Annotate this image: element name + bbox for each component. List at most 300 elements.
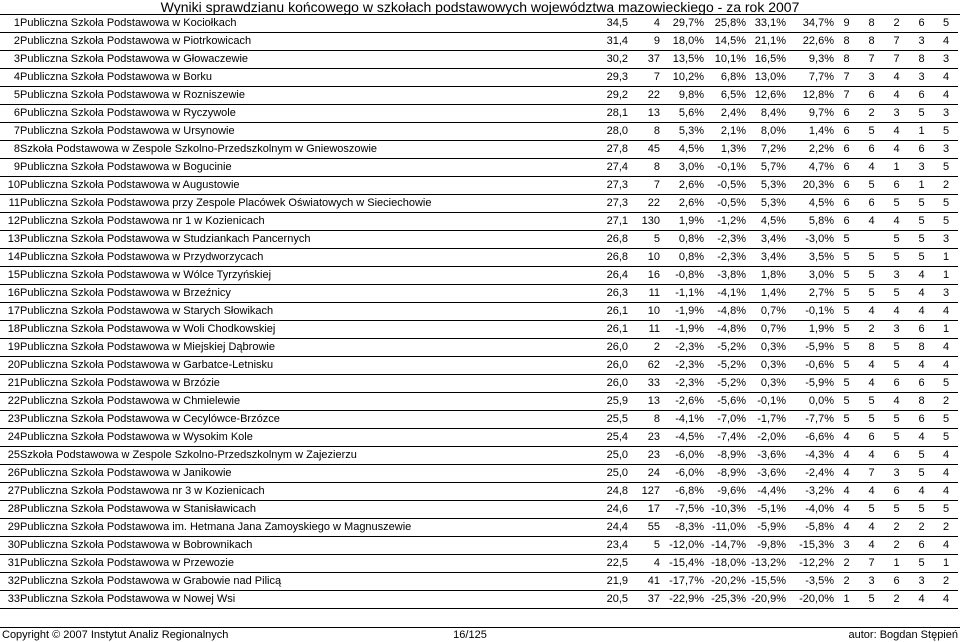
school-name-cell: Publiczna Szkoła Podstawowa w Miejskiej Dąbrowie [20, 339, 594, 357]
diff-value-cell: -2,3% [660, 357, 704, 375]
rank-number-cell: 33 [0, 591, 20, 609]
prev-diff-cell: 34,7% [786, 15, 834, 33]
stanine-reasoning-cell: 3 [909, 69, 934, 87]
diff-value-cell: -15,4% [660, 555, 704, 573]
stanine-knowledge-cell: 5 [934, 213, 958, 231]
school-name-cell: Publiczna Szkoła Podstawowa w Garbatce-Letnisku [20, 357, 594, 375]
table-row [0, 357, 958, 375]
rank-number-cell: 15 [0, 267, 20, 285]
table-row [0, 231, 958, 249]
stanine-reading-cell: 7 [859, 465, 884, 483]
table-row [0, 339, 958, 357]
stanine-reading-cell: 4 [859, 447, 884, 465]
table-row [0, 33, 958, 51]
diff-value-cell: -2,3% [660, 339, 704, 357]
rank-number-cell: 6 [0, 105, 20, 123]
diff-high-cell: 8,0% [746, 123, 786, 141]
stanine-reading-cell: 7 [859, 555, 884, 573]
prev-diff-cell: 0,0% [786, 393, 834, 411]
prev-diff-cell: 9,7% [786, 105, 834, 123]
diff-low-cell: -8,9% [704, 465, 746, 483]
prev-diff-cell: 1,4% [786, 123, 834, 141]
stanine-knowledge-cell: 5 [934, 501, 958, 519]
stanine-writing-cell: 2 [884, 15, 909, 33]
stanine-reasoning-cell: 8 [909, 51, 934, 69]
stanine-cell: 7 [834, 69, 859, 87]
rank-number-cell: 16 [0, 285, 20, 303]
table-row [0, 501, 958, 519]
diff-value-cell: -8,3% [660, 519, 704, 537]
school-name-cell: Publiczna Szkoła Podstawowa w Nowej Wsi [20, 591, 594, 609]
stanine-knowledge-cell: 5 [934, 429, 958, 447]
student-count-cell: 10 [628, 303, 660, 321]
table-row [0, 465, 958, 483]
diff-high-cell: -3,6% [746, 447, 786, 465]
average-score-cell: 29,3 [594, 69, 628, 87]
stanine-reading-cell: 5 [859, 177, 884, 195]
diff-high-cell: 1,4% [746, 285, 786, 303]
stanine-reading-cell: 6 [859, 429, 884, 447]
stanine-reasoning-cell: 5 [909, 249, 934, 267]
stanine-knowledge-cell: 2 [934, 519, 958, 537]
diff-value-cell: 10,2% [660, 69, 704, 87]
stanine-writing-cell: 6 [884, 483, 909, 501]
stanine-cell: 5 [834, 303, 859, 321]
diff-low-cell: -20,2% [704, 573, 746, 591]
diff-low-cell: -14,7% [704, 537, 746, 555]
stanine-knowledge-cell: 5 [934, 15, 958, 33]
student-count-cell: 9 [628, 33, 660, 51]
diff-high-cell: -3,6% [746, 465, 786, 483]
rank-number-cell: 24 [0, 429, 20, 447]
school-name-cell: Publiczna Szkoła Podstawowa w Brzózie [20, 375, 594, 393]
rank-number-cell: 29 [0, 519, 20, 537]
table-row [0, 411, 958, 429]
stanine-writing-cell: 4 [884, 303, 909, 321]
stanine-reasoning-cell: 3 [909, 159, 934, 177]
prev-diff-cell: -5,9% [786, 375, 834, 393]
rank-number-cell: 18 [0, 321, 20, 339]
rank-number-cell: 5 [0, 87, 20, 105]
average-score-cell: 22,5 [594, 555, 628, 573]
stanine-knowledge-cell: 5 [934, 375, 958, 393]
average-score-cell: 26,0 [594, 339, 628, 357]
diff-high-cell: -0,1% [746, 393, 786, 411]
prev-diff-cell: -3,0% [786, 231, 834, 249]
school-name-cell: Publiczna Szkoła Podstawowa w Borku [20, 69, 594, 87]
prev-diff-cell: -3,5% [786, 573, 834, 591]
rank-number-cell: 23 [0, 411, 20, 429]
diff-high-cell: 1,8% [746, 267, 786, 285]
stanine-reasoning-cell: 1 [909, 177, 934, 195]
rank-number-cell: 22 [0, 393, 20, 411]
diff-low-cell: -7,4% [704, 429, 746, 447]
prev-diff-cell: 9,3% [786, 51, 834, 69]
student-count-cell: 22 [628, 195, 660, 213]
stanine-knowledge-cell: 4 [934, 339, 958, 357]
stanine-reasoning-cell: 6 [909, 411, 934, 429]
student-count-cell: 23 [628, 447, 660, 465]
stanine-writing-cell: 7 [884, 33, 909, 51]
school-name-cell: Publiczna Szkoła Podstawowa w Brzeźnicy [20, 285, 594, 303]
prev-diff-cell: -7,7% [786, 411, 834, 429]
diff-high-cell: 8,4% [746, 105, 786, 123]
school-name-cell: Publiczna Szkoła Podstawowa w Studziankach Pancernych [20, 231, 594, 249]
student-count-cell: 8 [628, 123, 660, 141]
diff-high-cell: -4,4% [746, 483, 786, 501]
prev-diff-cell: 1,9% [786, 321, 834, 339]
rank-number-cell: 25 [0, 447, 20, 465]
diff-low-cell: 2,1% [704, 123, 746, 141]
diff-value-cell: 13,5% [660, 51, 704, 69]
rank-number-cell: 14 [0, 249, 20, 267]
table-row [0, 267, 958, 285]
diff-value-cell: 29,7% [660, 15, 704, 33]
stanine-writing-cell: 6 [884, 375, 909, 393]
student-count-cell: 5 [628, 537, 660, 555]
stanine-reading-cell: 4 [859, 537, 884, 555]
stanine-writing-cell: 4 [884, 141, 909, 159]
average-score-cell: 29,2 [594, 87, 628, 105]
table-row [0, 303, 958, 321]
average-score-cell: 27,8 [594, 141, 628, 159]
stanine-reasoning-cell: 4 [909, 591, 934, 609]
average-score-cell: 25,0 [594, 447, 628, 465]
prev-diff-cell: -15,3% [786, 537, 834, 555]
school-name-cell: Szkoła Podstawowa w Zespole Szkolno-Przedszkolnym w Zajezierzu [20, 447, 594, 465]
prev-diff-cell: -4,0% [786, 501, 834, 519]
stanine-reading-cell: 5 [859, 411, 884, 429]
stanine-reasoning-cell: 6 [909, 375, 934, 393]
diff-value-cell: -22,9% [660, 591, 704, 609]
average-score-cell: 23,4 [594, 537, 628, 555]
stanine-writing-cell: 4 [884, 69, 909, 87]
school-name-cell: Publiczna Szkoła Podstawowa w Ursynowie [20, 123, 594, 141]
rank-number-cell: 26 [0, 465, 20, 483]
school-name-cell: Publiczna Szkoła Podstawowa w Chmielewie [20, 393, 594, 411]
stanine-cell: 6 [834, 123, 859, 141]
stanine-reading-cell: 4 [859, 213, 884, 231]
average-score-cell: 24,6 [594, 501, 628, 519]
stanine-knowledge-cell: 1 [934, 267, 958, 285]
school-name-cell: Publiczna Szkoła Podstawowa w Janikowie [20, 465, 594, 483]
stanine-cell: 8 [834, 51, 859, 69]
stanine-knowledge-cell: 4 [934, 483, 958, 501]
school-name-cell: Publiczna Szkoła Podstawowa w Grabowie nad Pilicą [20, 573, 594, 591]
average-score-cell: 25,0 [594, 465, 628, 483]
diff-high-cell: 7,2% [746, 141, 786, 159]
table-row [0, 159, 958, 177]
average-score-cell: 24,4 [594, 519, 628, 537]
prev-diff-cell: -3,2% [786, 483, 834, 501]
diff-high-cell: 3,4% [746, 249, 786, 267]
stanine-reasoning-cell: 6 [909, 321, 934, 339]
diff-low-cell: 2,4% [704, 105, 746, 123]
diff-value-cell: -2,6% [660, 393, 704, 411]
stanine-cell: 5 [834, 285, 859, 303]
student-count-cell: 127 [628, 483, 660, 501]
average-score-cell: 21,9 [594, 573, 628, 591]
stanine-cell: 3 [834, 537, 859, 555]
school-name-cell: Szkoła Podstawowa w Zespole Szkolno-Przedszkolnym w Gniewoszowie [20, 141, 594, 159]
diff-value-cell: -4,5% [660, 429, 704, 447]
table-row [0, 573, 958, 591]
average-score-cell: 30,2 [594, 51, 628, 69]
stanine-reading-cell: 4 [859, 159, 884, 177]
stanine-cell: 6 [834, 177, 859, 195]
student-count-cell: 13 [628, 105, 660, 123]
average-score-cell: 25,4 [594, 429, 628, 447]
stanine-reading-cell: 5 [859, 123, 884, 141]
diff-low-cell: -4,8% [704, 303, 746, 321]
diff-value-cell: 4,5% [660, 141, 704, 159]
rank-number-cell: 28 [0, 501, 20, 519]
rank-number-cell: 4 [0, 69, 20, 87]
diff-value-cell: -1,9% [660, 303, 704, 321]
average-score-cell: 26,1 [594, 321, 628, 339]
diff-high-cell: -2,0% [746, 429, 786, 447]
diff-high-cell: -13,2% [746, 555, 786, 573]
stanine-writing-cell: 4 [884, 213, 909, 231]
stanine-writing-cell: 3 [884, 105, 909, 123]
stanine-reasoning-cell: 4 [909, 267, 934, 285]
prev-diff-cell: -2,4% [786, 465, 834, 483]
stanine-reasoning-cell: 6 [909, 537, 934, 555]
diff-high-cell: 21,1% [746, 33, 786, 51]
stanine-knowledge-cell: 3 [934, 105, 958, 123]
table-row [0, 375, 958, 393]
student-count-cell: 41 [628, 573, 660, 591]
diff-value-cell: -6,0% [660, 465, 704, 483]
school-name-cell: Publiczna Szkoła Podstawowa nr 1 w Kozienicach [20, 213, 594, 231]
school-name-cell: Publiczna Szkoła Podstawowa w Piotrkowicach [20, 33, 594, 51]
stanine-reasoning-cell: 5 [909, 105, 934, 123]
stanine-reasoning-cell: 5 [909, 231, 934, 249]
student-count-cell: 13 [628, 393, 660, 411]
stanine-reading-cell: 4 [859, 375, 884, 393]
average-score-cell: 26,0 [594, 375, 628, 393]
stanine-reading-cell: 6 [859, 195, 884, 213]
prev-diff-cell: -4,3% [786, 447, 834, 465]
school-name-cell: Publiczna Szkoła Podstawowa w Cecylówce-Brzózce [20, 411, 594, 429]
diff-value-cell: -1,1% [660, 285, 704, 303]
stanine-writing-cell: 1 [884, 555, 909, 573]
diff-value-cell: 1,9% [660, 213, 704, 231]
school-name-cell: Publiczna Szkoła Podstawowa w Rozniszewie [20, 87, 594, 105]
diff-high-cell: 5,3% [746, 177, 786, 195]
table-row [0, 519, 958, 537]
rank-number-cell: 30 [0, 537, 20, 555]
average-score-cell: 26,3 [594, 285, 628, 303]
diff-low-cell: -0,5% [704, 177, 746, 195]
stanine-reasoning-cell: 4 [909, 357, 934, 375]
school-name-cell: Publiczna Szkoła Podstawowa w Wólce Tyrzyńskiej [20, 267, 594, 285]
diff-low-cell: -0,1% [704, 159, 746, 177]
diff-value-cell: -6,8% [660, 483, 704, 501]
student-count-cell: 11 [628, 285, 660, 303]
diff-value-cell: 2,6% [660, 195, 704, 213]
stanine-reading-cell: 5 [859, 267, 884, 285]
student-count-cell: 10 [628, 249, 660, 267]
rank-number-cell: 1 [0, 15, 20, 33]
stanine-writing-cell: 5 [884, 285, 909, 303]
student-count-cell: 24 [628, 465, 660, 483]
stanine-reading-cell: 4 [859, 483, 884, 501]
school-name-cell: Publiczna Szkoła Podstawowa w Głowaczewie [20, 51, 594, 69]
stanine-reading-cell: 4 [859, 357, 884, 375]
rank-number-cell: 27 [0, 483, 20, 501]
rank-number-cell: 17 [0, 303, 20, 321]
diff-value-cell: 5,6% [660, 105, 704, 123]
diff-value-cell: -7,5% [660, 501, 704, 519]
stanine-reading-cell: 5 [859, 393, 884, 411]
diff-high-cell: 0,7% [746, 303, 786, 321]
stanine-knowledge-cell: 4 [934, 33, 958, 51]
student-count-cell: 37 [628, 591, 660, 609]
stanine-knowledge-cell: 4 [934, 69, 958, 87]
school-name-cell: Publiczna Szkoła Podstawowa w Ryczywole [20, 105, 594, 123]
stanine-reasoning-cell: 3 [909, 33, 934, 51]
diff-low-cell: -11,0% [704, 519, 746, 537]
stanine-knowledge-cell: 5 [934, 195, 958, 213]
student-count-cell: 130 [628, 213, 660, 231]
stanine-knowledge-cell: 3 [934, 51, 958, 69]
stanine-writing-cell: 2 [884, 591, 909, 609]
diff-low-cell: 1,3% [704, 141, 746, 159]
diff-low-cell: -25,3% [704, 591, 746, 609]
average-score-cell: 27,4 [594, 159, 628, 177]
stanine-reasoning-cell: 5 [909, 195, 934, 213]
prev-diff-cell: -5,9% [786, 339, 834, 357]
school-name-cell: Publiczna Szkoła Podstawowa w Starych Słowikach [20, 303, 594, 321]
stanine-cell: 6 [834, 105, 859, 123]
rank-number-cell: 19 [0, 339, 20, 357]
diff-low-cell: -7,0% [704, 411, 746, 429]
school-name-cell: Publiczna Szkoła Podstawowa w Stanisławicach [20, 501, 594, 519]
prev-diff-cell: 3,0% [786, 267, 834, 285]
prev-diff-cell: 4,7% [786, 159, 834, 177]
results-table-body [0, 15, 958, 609]
prev-diff-cell: 7,7% [786, 69, 834, 87]
stanine-reasoning-cell: 2 [909, 519, 934, 537]
student-count-cell: 8 [628, 411, 660, 429]
diff-low-cell: -8,9% [704, 447, 746, 465]
stanine-cell: 6 [834, 195, 859, 213]
diff-value-cell: -12,0% [660, 537, 704, 555]
average-score-cell: 24,8 [594, 483, 628, 501]
school-name-cell: Publiczna Szkoła Podstawowa w Przydworzycach [20, 249, 594, 267]
stanine-writing-cell: 4 [884, 393, 909, 411]
diff-low-cell: -4,1% [704, 285, 746, 303]
stanine-cell: 6 [834, 159, 859, 177]
stanine-reasoning-cell: 1 [909, 123, 934, 141]
table-row [0, 123, 958, 141]
table-row [0, 285, 958, 303]
stanine-reading-cell: 2 [859, 105, 884, 123]
copyright-text: Copyright © 2007 Instytut Analiz Regionalnych [2, 629, 229, 641]
table-row [0, 51, 958, 69]
rank-number-cell: 3 [0, 51, 20, 69]
stanine-cell: 5 [834, 357, 859, 375]
diff-low-cell: -5,2% [704, 357, 746, 375]
average-score-cell: 26,4 [594, 267, 628, 285]
stanine-knowledge-cell: 3 [934, 141, 958, 159]
diff-low-cell: -5,2% [704, 339, 746, 357]
school-name-cell: Publiczna Szkoła Podstawowa w Wysokim Kole [20, 429, 594, 447]
school-name-cell: Publiczna Szkoła Podstawowa w Bogucinie [20, 159, 594, 177]
stanine-cell: 5 [834, 267, 859, 285]
stanine-cell: 4 [834, 519, 859, 537]
diff-high-cell: 13,0% [746, 69, 786, 87]
stanine-cell: 4 [834, 483, 859, 501]
table-row [0, 321, 958, 339]
rank-number-cell: 12 [0, 213, 20, 231]
stanine-writing-cell: 5 [884, 249, 909, 267]
table-row [0, 429, 958, 447]
student-count-cell: 33 [628, 375, 660, 393]
stanine-cell: 6 [834, 141, 859, 159]
stanine-cell: 4 [834, 501, 859, 519]
prev-diff-cell: 20,3% [786, 177, 834, 195]
school-name-cell: Publiczna Szkoła Podstawowa w Przewozie [20, 555, 594, 573]
stanine-reasoning-cell: 4 [909, 429, 934, 447]
table-row [0, 15, 958, 33]
stanine-knowledge-cell: 2 [934, 573, 958, 591]
school-name-cell: Publiczna Szkoła Podstawowa nr 3 w Kozienicach [20, 483, 594, 501]
stanine-cell: 4 [834, 429, 859, 447]
student-count-cell: 5 [628, 231, 660, 249]
stanine-cell: 5 [834, 393, 859, 411]
stanine-reasoning-cell: 5 [909, 501, 934, 519]
stanine-reasoning-cell: 8 [909, 339, 934, 357]
diff-high-cell: 4,5% [746, 213, 786, 231]
diff-low-cell: -1,2% [704, 213, 746, 231]
stanine-knowledge-cell: 4 [934, 447, 958, 465]
stanine-knowledge-cell: 2 [934, 177, 958, 195]
diff-low-cell: -2,3% [704, 249, 746, 267]
student-count-cell: 2 [628, 339, 660, 357]
diff-high-cell: -5,1% [746, 501, 786, 519]
diff-high-cell: 0,3% [746, 339, 786, 357]
table-row [0, 105, 958, 123]
diff-low-cell: -2,3% [704, 231, 746, 249]
stanine-cell: 2 [834, 555, 859, 573]
stanine-cell: 6 [834, 213, 859, 231]
diff-low-cell: 10,1% [704, 51, 746, 69]
stanine-knowledge-cell: 4 [934, 537, 958, 555]
diff-value-cell: 5,3% [660, 123, 704, 141]
diff-high-cell: -15,5% [746, 573, 786, 591]
school-name-cell: Publiczna Szkoła Podstawowa w Kociołkach [20, 15, 594, 33]
diff-high-cell: 5,3% [746, 195, 786, 213]
prev-diff-cell: -0,1% [786, 303, 834, 321]
average-score-cell: 28,1 [594, 105, 628, 123]
school-name-cell: Publiczna Szkoła Podstawowa w Bobrownikach [20, 537, 594, 555]
stanine-knowledge-cell: 1 [934, 555, 958, 573]
diff-value-cell: -0,8% [660, 267, 704, 285]
stanine-writing-cell: 7 [884, 51, 909, 69]
student-count-cell: 7 [628, 177, 660, 195]
stanine-writing-cell: 5 [884, 339, 909, 357]
table-row [0, 195, 958, 213]
rank-number-cell: 20 [0, 357, 20, 375]
stanine-reasoning-cell: 5 [909, 465, 934, 483]
stanine-knowledge-cell: 1 [934, 249, 958, 267]
rank-number-cell: 2 [0, 33, 20, 51]
stanine-knowledge-cell: 5 [934, 159, 958, 177]
stanine-reading-cell: 5 [859, 249, 884, 267]
rank-number-cell: 13 [0, 231, 20, 249]
